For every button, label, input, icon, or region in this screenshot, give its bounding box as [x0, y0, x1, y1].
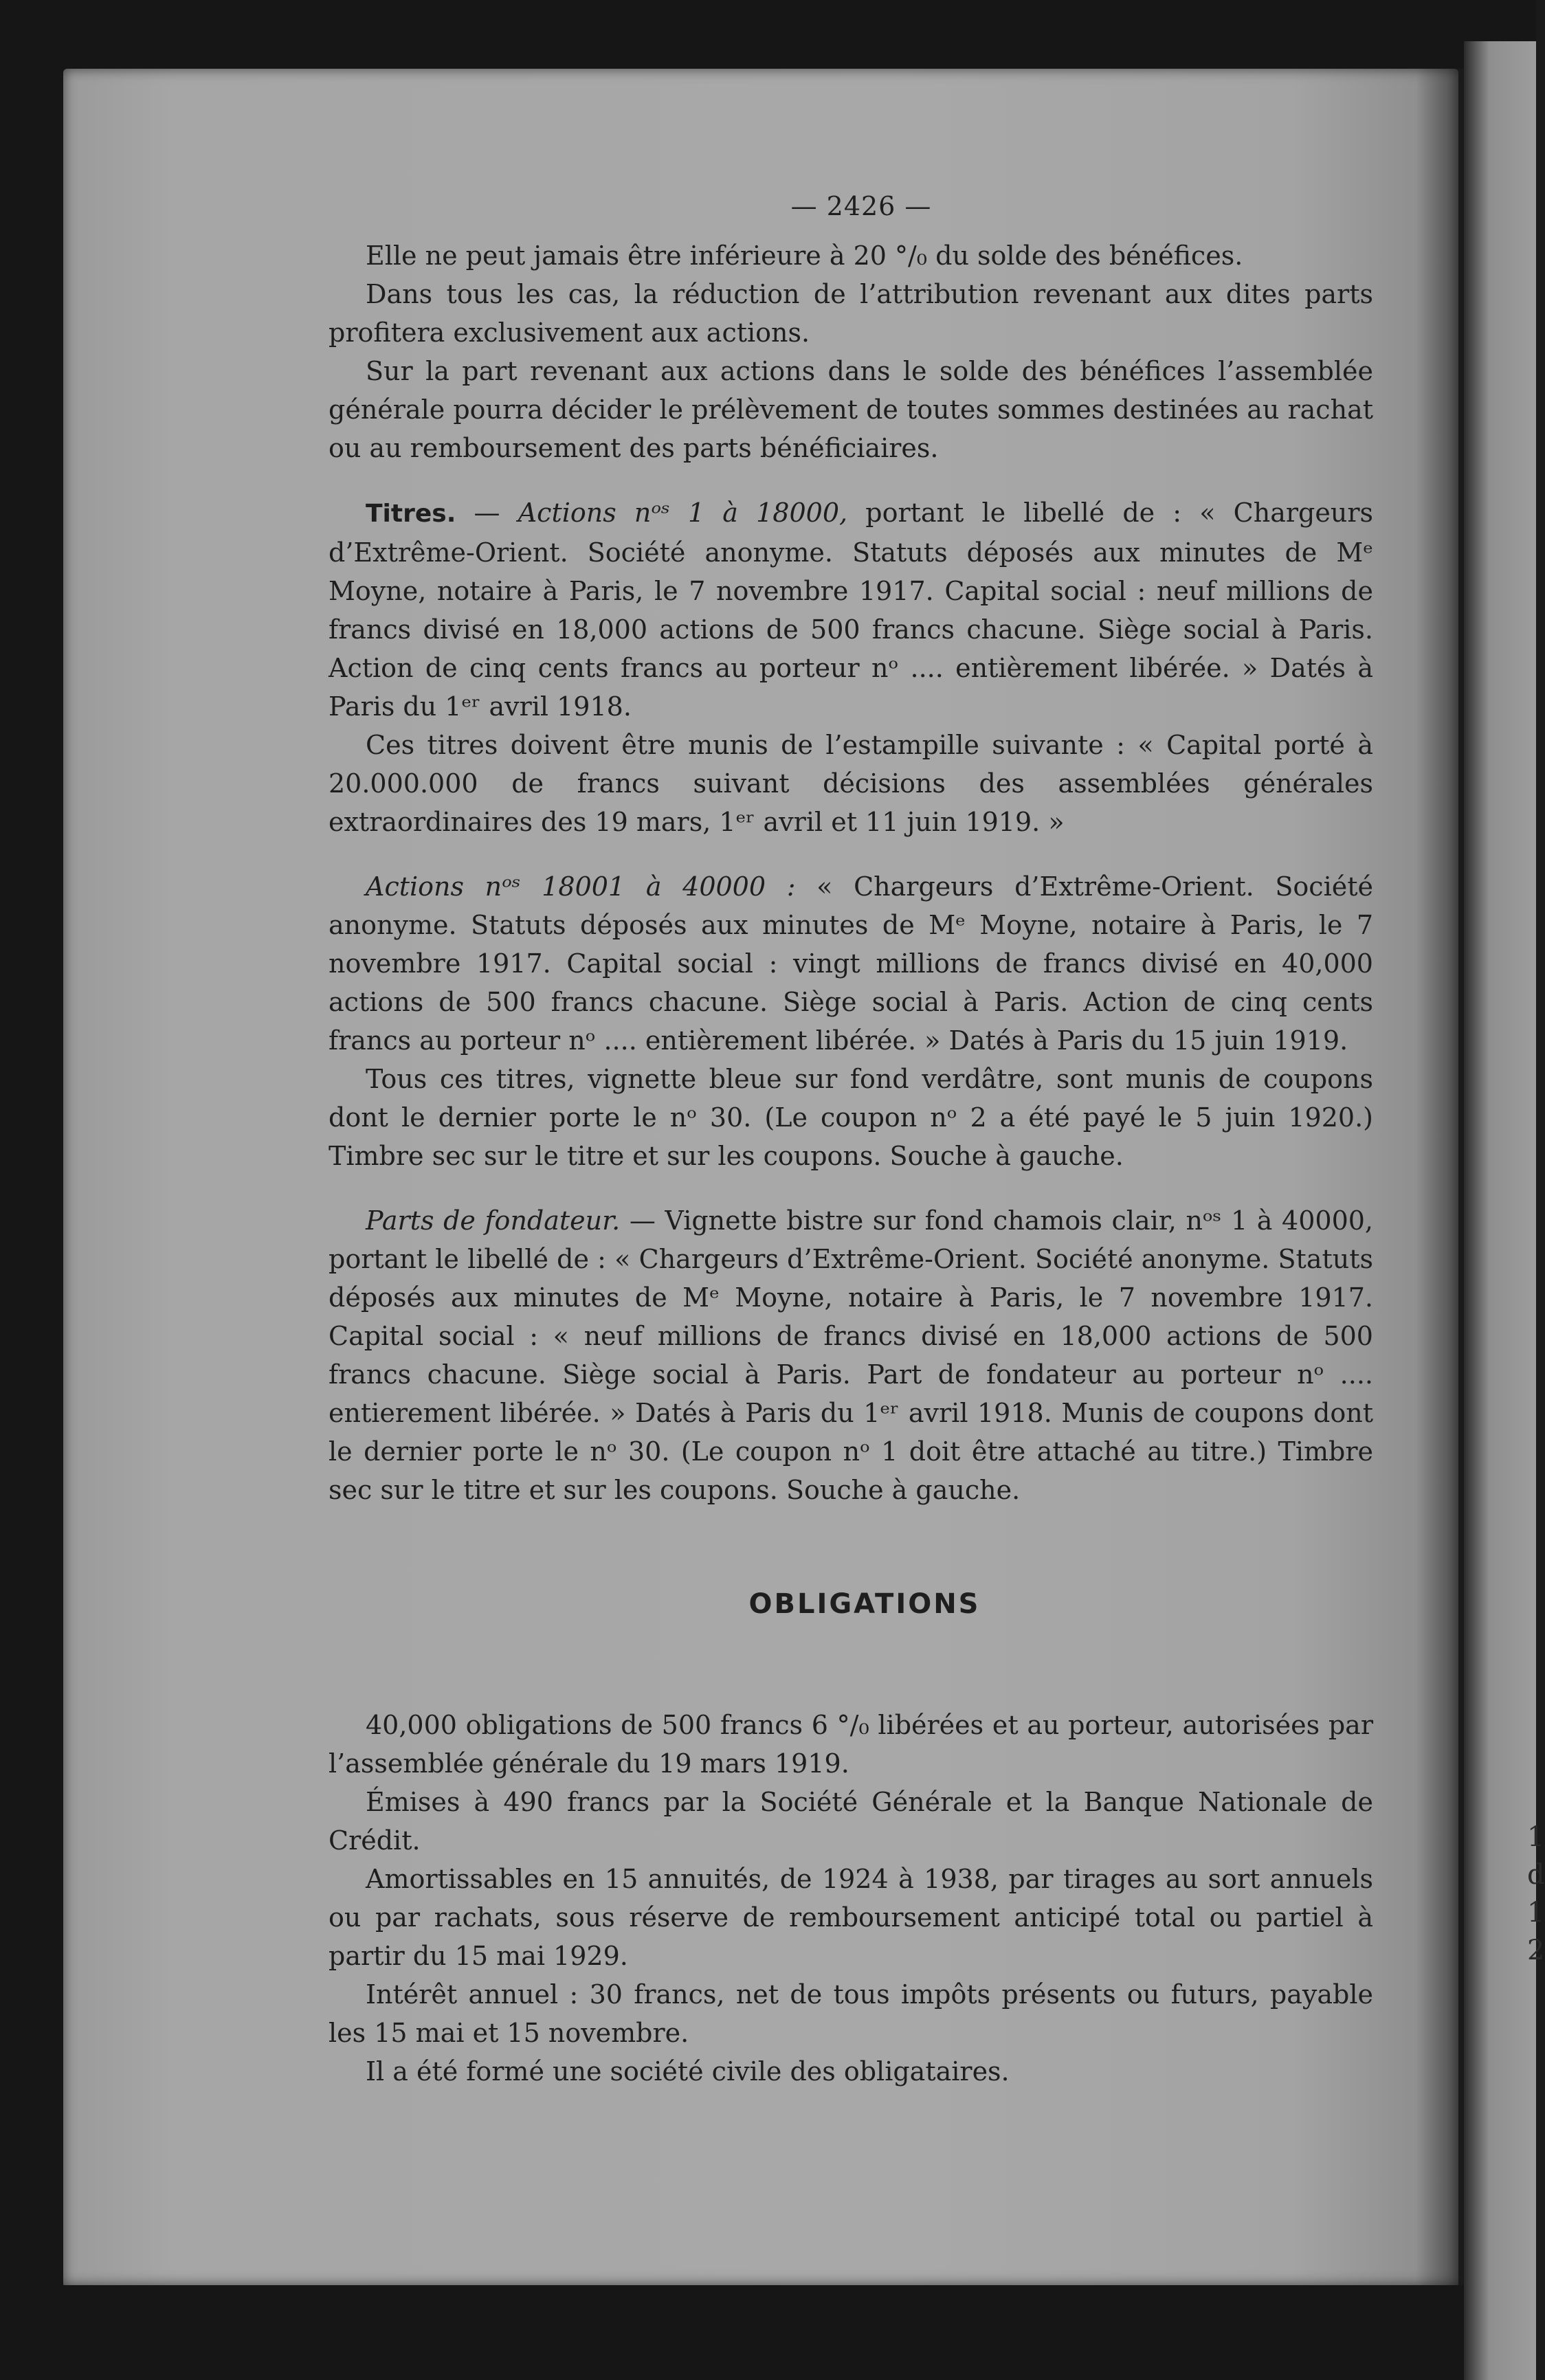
coupons-paragraph: Tous ces titres, vignette bleue sur fond verdâtre, sont munis de coupons dont le dernier porte le nᵒ 30. (Le coupon nᵒ 2 a été payé le 5 juin 1920.) Timbre sec sur le titre et sur les coupons. Souche à gauche. [329, 1064, 1373, 1171]
stamp-paragraph: Ces titres doivent être munis de l’estampille suivante : « Capital porté à 20.000.000 de francs suivant décisions des assemblées générales extraordinaires des 19 mars, 1ᵉʳ avril et 11 juin 1919. » [329, 730, 1373, 837]
adjacent-page-fragment: d [1527, 1859, 1545, 1891]
paragraph: Sur la part revenant aux actions dans le solde des bénéfices l’assemblée générale pourra décider le prélèvement de toutes sommes destinées au rachat ou au remboursement des parts bénéficiaires. [329, 356, 1373, 463]
obligations-paragraph: Amortissables en 15 annuités, de 1924 à 1938, par tirages au sort annuels ou par rachats, sous réserve de remboursement anticipé total ou partiel à partir du 15 mai 1929. [329, 1864, 1373, 1971]
adjacent-page-fragment: 2 [1527, 1935, 1545, 1966]
obligations-paragraph: 40,000 obligations de 500 francs 6 °/₀ libérées et au porteur, autorisées par l’assemblée générale du 19 mars 1919. [329, 1710, 1373, 1779]
dash: — [456, 498, 518, 528]
obligations-paragraph: Il a été formé une société civile des obligataires. [366, 2056, 1010, 2087]
adjacent-page-fragment: 1 [1527, 1897, 1545, 1928]
actions2-paragraph [329, 867, 1373, 1060]
titres-paragraph [329, 493, 1373, 726]
paragraph: Elle ne peut jamais être inférieure à 20 °/₀ du solde des bénéfices. [366, 241, 1243, 271]
adjacent-page-fragment: 1 [1527, 1821, 1545, 1853]
adjacent-page-edge [1464, 41, 1545, 2380]
obligations-paragraph: Intérêt annuel : 30 francs, net de tous impôts présents ou futurs, payable les 15 mai et 15 novembre. [329, 1979, 1373, 2048]
page-number: — 2426 — [790, 191, 932, 221]
obligations-paragraph: Émises à 490 francs par la Société Générale et la Banque Nationale de Crédit. [329, 1787, 1373, 1856]
section-heading: OBLIGATIONS [748, 1588, 981, 1620]
page-body [329, 187, 1373, 2091]
parts-paragraph [329, 1201, 1373, 1509]
parts-italic: Parts de fondateur. [366, 1205, 621, 1236]
titres-italic: Actions nᵒˢ 1 à 18000, [518, 498, 848, 528]
actions2-italic: Actions nᵒˢ 18001 à 40000 : [366, 871, 796, 902]
titres-text: portant le libellé de : « Chargeurs d’Extrême-Orient. Société anonyme. Statuts déposés aux minutes de Mᵉ Moyne, notaire à Paris, le 7 novembre 1917. Capital social : neuf millions de francs divisé en 18,000 actions de 500 francs chacune. Siège social à Paris. Action de cinq cents francs au porteur nᵒ .... entièrement libérée. » Datés à Paris du 1ᵉʳ avril 1918. [329, 498, 1373, 722]
actions2-text: « Chargeurs d’Extrême-Orient. Société anonyme. Statuts déposés aux minutes de Mᵉ Moyne, notaire à Paris, le 7 novembre 1917. Capital social : vingt millions de francs divisé en 40,000 actions de 500 francs chacune. Siège social à Paris. Action de cinq cents francs au porteur nᵒ .... entièrement libérée. » Datés à Paris du 15 juin 1919. [329, 871, 1373, 1056]
paragraph: Dans tous les cas, la réduction de l’attribution revenant aux dites parts profitera exclusivement aux actions. [329, 279, 1373, 348]
spine-shadow [1416, 69, 1464, 2285]
parts-text: — Vignette bistre sur fond chamois clair, nᵒˢ 1 à 40000, portant le libellé de : « Chargeurs d’Extrême-Orient. Société anonyme. Statuts déposés aux minutes de Mᵉ Moyne, notaire à Paris, le 7 novembre 1917. Capital social : « neuf millions de francs divisé en 18,000 actions de 500 francs chacune. Siège social à Paris. Part de fondateur au porteur nᵒ .... entierement libérée. » Datés à Paris du 1ᵉʳ avril 1918. Munis de coupons dont le dernier porte le nᵒ 30. (Le coupon nᵒ 1 doit être attaché au titre.) Timbre sec sur le titre et sur les coupons. Souche à gauche. [329, 1205, 1373, 1505]
titres-lead: Titres. [366, 500, 456, 528]
